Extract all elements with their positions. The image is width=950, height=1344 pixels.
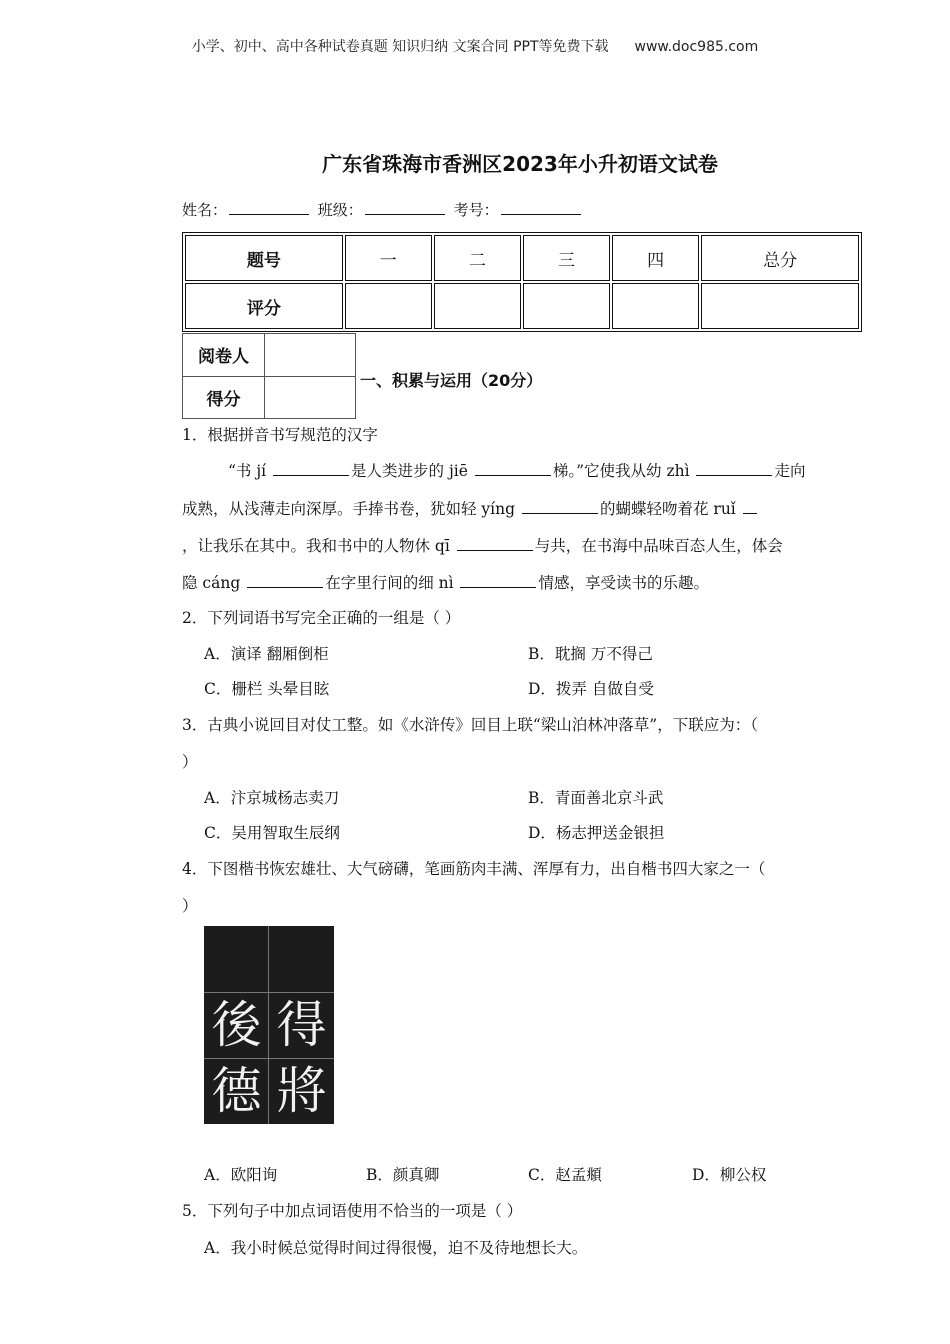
q4-option-a[interactable]: A．欧阳询 (204, 1166, 278, 1184)
q4-option-c[interactable]: C．赵孟頫 (528, 1166, 602, 1184)
q1-line1 (228, 459, 806, 481)
q5-option-a[interactable]: A．我小时候总觉得时间过得很慢，迫不及待地想长大。 (204, 1239, 588, 1257)
calligraphy-char: 德 (211, 1062, 262, 1120)
calligraphy-char: 將 (276, 1062, 327, 1120)
score-table-header-row (185, 235, 859, 281)
q2-stem: 2．下列词语书写完全正确的一组是（ ） (182, 609, 461, 627)
answer-blank[interactable] (460, 573, 536, 588)
page-header (0, 36, 950, 56)
score-input-4[interactable] (612, 283, 699, 329)
q4-option-d[interactable]: D．柳公权 (692, 1166, 767, 1184)
number-label: 考号： (453, 201, 499, 219)
q3-option-d[interactable]: D．杨志押送金银担 (528, 824, 665, 842)
q1-text: 梯。”它使我从幼 zhì (552, 462, 695, 480)
q4-stem-end: ） (182, 897, 198, 915)
q2-option-a[interactable]: A．演译 翻厢倒柜 (204, 645, 329, 663)
score-table (182, 232, 862, 332)
q1-text: 隐 cáng (182, 574, 246, 592)
class-blank[interactable] (365, 200, 445, 215)
q3-option-c[interactable]: C．吴用智取生辰纲 (204, 824, 340, 842)
q1-text: 是人类进步的 jiē (351, 462, 473, 480)
q1-line4 (182, 571, 709, 593)
score-input-1[interactable] (345, 283, 432, 329)
number-blank[interactable] (501, 200, 581, 215)
q3-option-a[interactable]: A．汴京城杨志卖刀 (204, 789, 340, 807)
score-row-label: 评分 (185, 283, 343, 329)
score-cell-label: 题号 (185, 235, 343, 281)
calligraphy-char: 後 (211, 996, 262, 1054)
score-cell-3: 三 (523, 235, 610, 281)
calligraphy-image (204, 926, 334, 1124)
calligraphy-char: 得 (276, 996, 327, 1054)
name-label: 姓名： (182, 201, 228, 219)
score-input-2[interactable] (434, 283, 521, 329)
q5-stem: 5．下列句子中加点词语使用不恰当的一项是（ ） (182, 1202, 523, 1220)
q2-option-c[interactable]: C．栅栏 头晕目眩 (204, 680, 330, 698)
q2-option-d[interactable]: D．拨弄 自做自受 (528, 680, 654, 698)
reviewer-box (182, 333, 356, 419)
q2-option-b[interactable]: B．耽搁 万不得己 (528, 645, 653, 663)
class-label: 班级： (317, 201, 363, 219)
score-cell-4: 四 (612, 235, 699, 281)
answer-blank[interactable] (247, 573, 323, 588)
q4-stem: 4．下图楷书恢宏雄壮、大气磅礴，笔画筋肉丰满、浑厚有力，出自楷书四大家之一（ (182, 860, 766, 878)
q3-stem-end: ） (182, 753, 198, 771)
reviewer-score-field[interactable] (265, 376, 356, 419)
answer-blank[interactable] (457, 536, 533, 551)
q1-text: 在字里行间的细 nì (325, 574, 459, 592)
reviewer-field[interactable] (265, 334, 356, 377)
q1-text: 的蝴蝶轻吻着花 ruǐ (599, 500, 741, 518)
q1-text: 走向 (774, 462, 806, 480)
answer-blank[interactable] (475, 461, 551, 476)
q1-text: 与共，在书海中品味百态人生，体会 (534, 537, 783, 555)
section-heading: 一、积累与运用（20分） (360, 371, 543, 390)
answer-blank[interactable] (273, 461, 349, 476)
score-cell-total: 总分 (701, 235, 859, 281)
reviewer-label: 阅卷人 (183, 334, 265, 377)
score-table-score-row (185, 283, 859, 329)
q1-text: 情感，享受读书的乐趣。 (538, 574, 709, 592)
name-blank[interactable] (229, 200, 309, 215)
header-site[interactable]: www.doc985.com (634, 39, 759, 55)
exam-title: 广东省珠海市香洲区2023年小升初语文试卷 (322, 152, 718, 176)
q1-line2 (182, 497, 759, 519)
q1-line3 (182, 534, 783, 556)
q1-text: 成熟，从浅薄走向深厚。手捧书卷，犹如轻 yíng (182, 500, 520, 518)
q1-stem: 1．根据拼音书写规范的汉字 (182, 426, 378, 444)
answer-blank[interactable] (522, 499, 598, 514)
q1-text: “书 jí (228, 462, 272, 480)
answer-blank[interactable] (696, 461, 772, 476)
score-input-total[interactable] (701, 283, 859, 329)
reviewer-score-label: 得分 (183, 376, 265, 419)
q3-option-b[interactable]: B．青面善北京斗武 (528, 789, 664, 807)
header-text: 小学、初中、高中各种试卷真题 知识归纳 文案合同 PPT等免费下载 (191, 39, 609, 55)
score-input-3[interactable] (523, 283, 610, 329)
student-info (182, 199, 585, 220)
q1-text: ，让我乐在其中。我和书中的人物休 qī (182, 537, 455, 555)
q4-option-b[interactable]: B．颜真卿 (366, 1166, 440, 1184)
score-cell-2: 二 (434, 235, 521, 281)
q3-stem: 3．古典小说回目对仗工整。如《水浒传》回目上联“梁山泊林冲落草”，下联应为：（ (182, 716, 758, 734)
answer-blank[interactable] (743, 499, 757, 514)
score-cell-1: 一 (345, 235, 432, 281)
